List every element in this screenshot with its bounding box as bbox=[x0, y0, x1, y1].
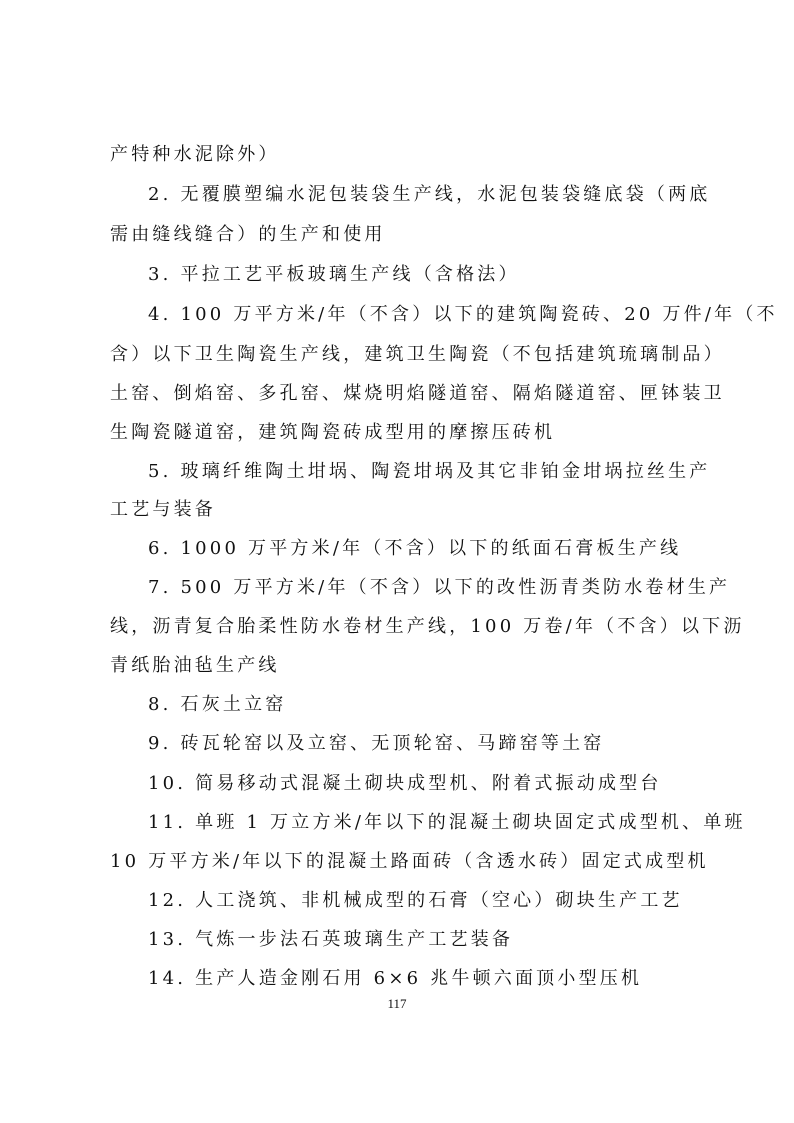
text-line: 含）以下卫生陶瓷生产线，建筑卫生陶瓷（不包括建筑琉璃制品） bbox=[110, 344, 725, 365]
list-item-6: 6. 1000 万平方米/年（不含）以下的纸面石膏板生产线 bbox=[148, 538, 682, 559]
list-item-3: 3. 平拉工艺平板玻璃生产线（含格法） bbox=[148, 264, 520, 285]
page-number: 117 bbox=[387, 996, 407, 1011]
list-item-4: 4. 100 万平方米/年（不含）以下的建筑陶瓷砖、20 万件/年（不 bbox=[148, 304, 778, 325]
list-item-9: 9. 砖瓦轮窑以及立窑、无顶轮窑、马蹄窑等土窑 bbox=[148, 733, 605, 754]
text-line: 需由缝线缝合）的生产和使用 bbox=[110, 224, 386, 245]
text-line: 工艺与装备 bbox=[110, 499, 216, 520]
list-item-12: 12. 人工浇筑、非机械成型的石膏（空心）砌块生产工艺 bbox=[148, 890, 683, 911]
list-item-14: 14. 生产人造金刚石用 6×6 兆牛顿六面顶小型压机 bbox=[148, 968, 643, 989]
text-line: 线，沥青复合胎柔性防水卷材生产线，100 万卷/年（不含）以下沥 bbox=[110, 616, 745, 637]
list-item-8: 8. 石灰土立窑 bbox=[148, 694, 287, 715]
list-item-13: 13. 气炼一步法石英玻璃生产工艺装备 bbox=[148, 929, 514, 950]
text-line: 青纸胎油毡生产线 bbox=[110, 655, 280, 676]
text-line: 10 万平方米/年以下的混凝土路面砖（含透水砖）固定式成型机 bbox=[110, 851, 709, 872]
text-line: 生陶瓷隧道窑，建筑陶瓷砖成型用的摩擦压砖机 bbox=[110, 422, 556, 443]
list-item-11: 11. 单班 1 万立方米/年以下的混凝土砌块固定式成型机、单班 bbox=[148, 812, 746, 833]
list-item-5: 5. 玻璃纤维陶土坩埚、陶瓷坩埚及其它非铂金坩埚拉丝生产 bbox=[148, 461, 711, 482]
list-item-10: 10. 简易移动式混凝土砌块成型机、附着式振动成型台 bbox=[148, 773, 662, 794]
text-line: 土窑、倒焰窑、多孔窑、煤烧明焰隧道窑、隔焰隧道窑、匣钵装卫 bbox=[110, 383, 725, 404]
list-item-2: 2. 无覆膜塑编水泥包装袋生产线，水泥包装袋缝底袋（两底 bbox=[148, 184, 711, 205]
list-item-7: 7. 500 万平方米/年（不含）以下的改性沥青类防水卷材生产 bbox=[148, 577, 731, 598]
text-line: 产特种水泥除外） bbox=[110, 144, 280, 165]
